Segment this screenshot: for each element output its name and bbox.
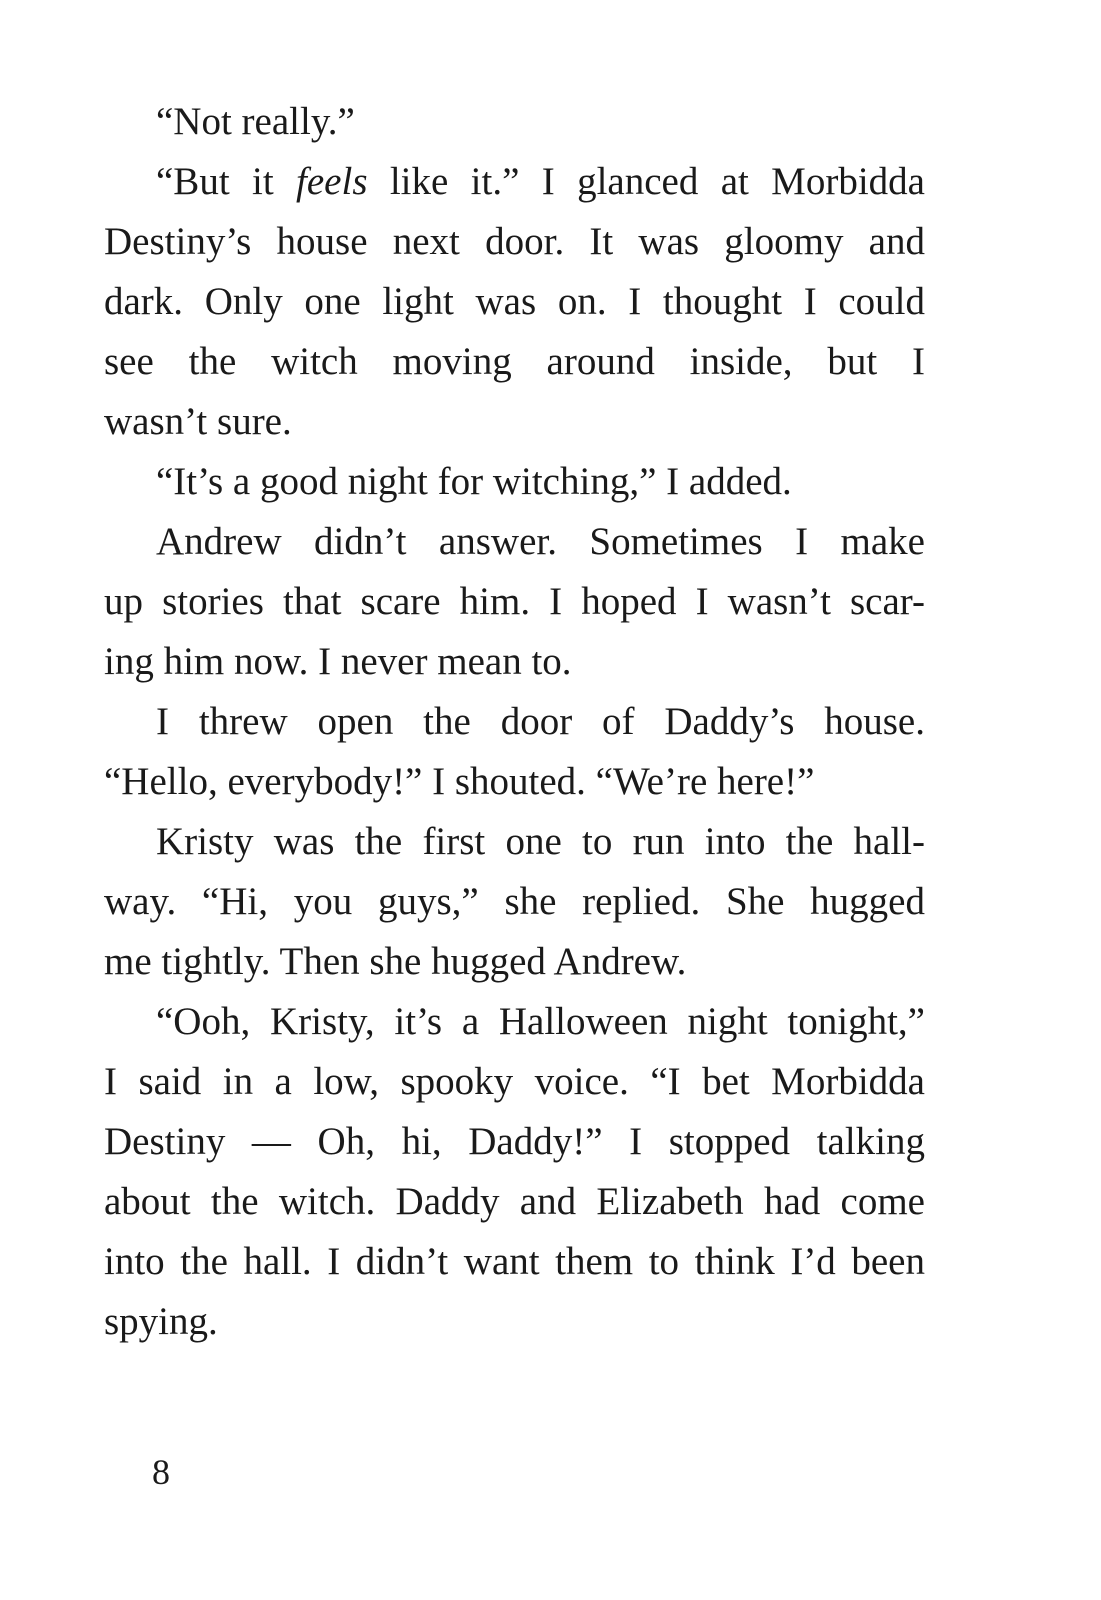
text-line: I threw open the door of Daddy’s house. <box>156 700 925 743</box>
text-line: Destiny’s house next door. It was gloomy and <box>104 220 925 263</box>
text-line: “Ooh, Kristy, it’s a Halloween night tonight,” <box>156 1000 925 1043</box>
text-line: see the witch moving around inside, but I <box>104 340 925 383</box>
text-line <box>104 152 925 212</box>
text-line: “Not really.” <box>156 100 355 143</box>
text-line: ing him now. I never mean to. <box>104 640 572 683</box>
body-text <box>104 92 925 1352</box>
text-line: wasn’t sure. <box>104 400 292 443</box>
text-line: Destiny — Oh, hi, Daddy!” I stopped talking <box>104 1120 925 1163</box>
text-line: “It’s a good night for witching,” I added. <box>156 460 792 503</box>
text-line: I said in a low, spooky voice. “I bet Morbidda <box>104 1060 925 1103</box>
text-line: into the hall. I didn’t want them to think I’d been <box>104 1240 925 1283</box>
text-line: way. “Hi, you guys,” she replied. She hugged <box>104 880 925 923</box>
text-line: spying. <box>104 1300 218 1343</box>
text-line: “Hello, everybody!” I shouted. “We’re here!” <box>104 760 815 803</box>
page-number: 8 <box>152 1452 170 1492</box>
text-line: me tightly. Then she hugged Andrew. <box>104 940 687 983</box>
text-line: Andrew didn’t answer. Sometimes I make <box>156 520 925 563</box>
emphasis-word: feels <box>296 160 368 203</box>
text-line: Kristy was the first one to run into the hall- <box>156 820 925 863</box>
text-run: “But it <box>156 160 297 203</box>
text-line: dark. Only one light was on. I thought I could <box>104 280 925 323</box>
text-run: like it.” I glanced at Morbidda <box>367 160 925 203</box>
text-line: about the witch. Daddy and Elizabeth had come <box>104 1180 925 1223</box>
text-line: up stories that scare him. I hoped I wasn’t scar- <box>104 580 925 623</box>
